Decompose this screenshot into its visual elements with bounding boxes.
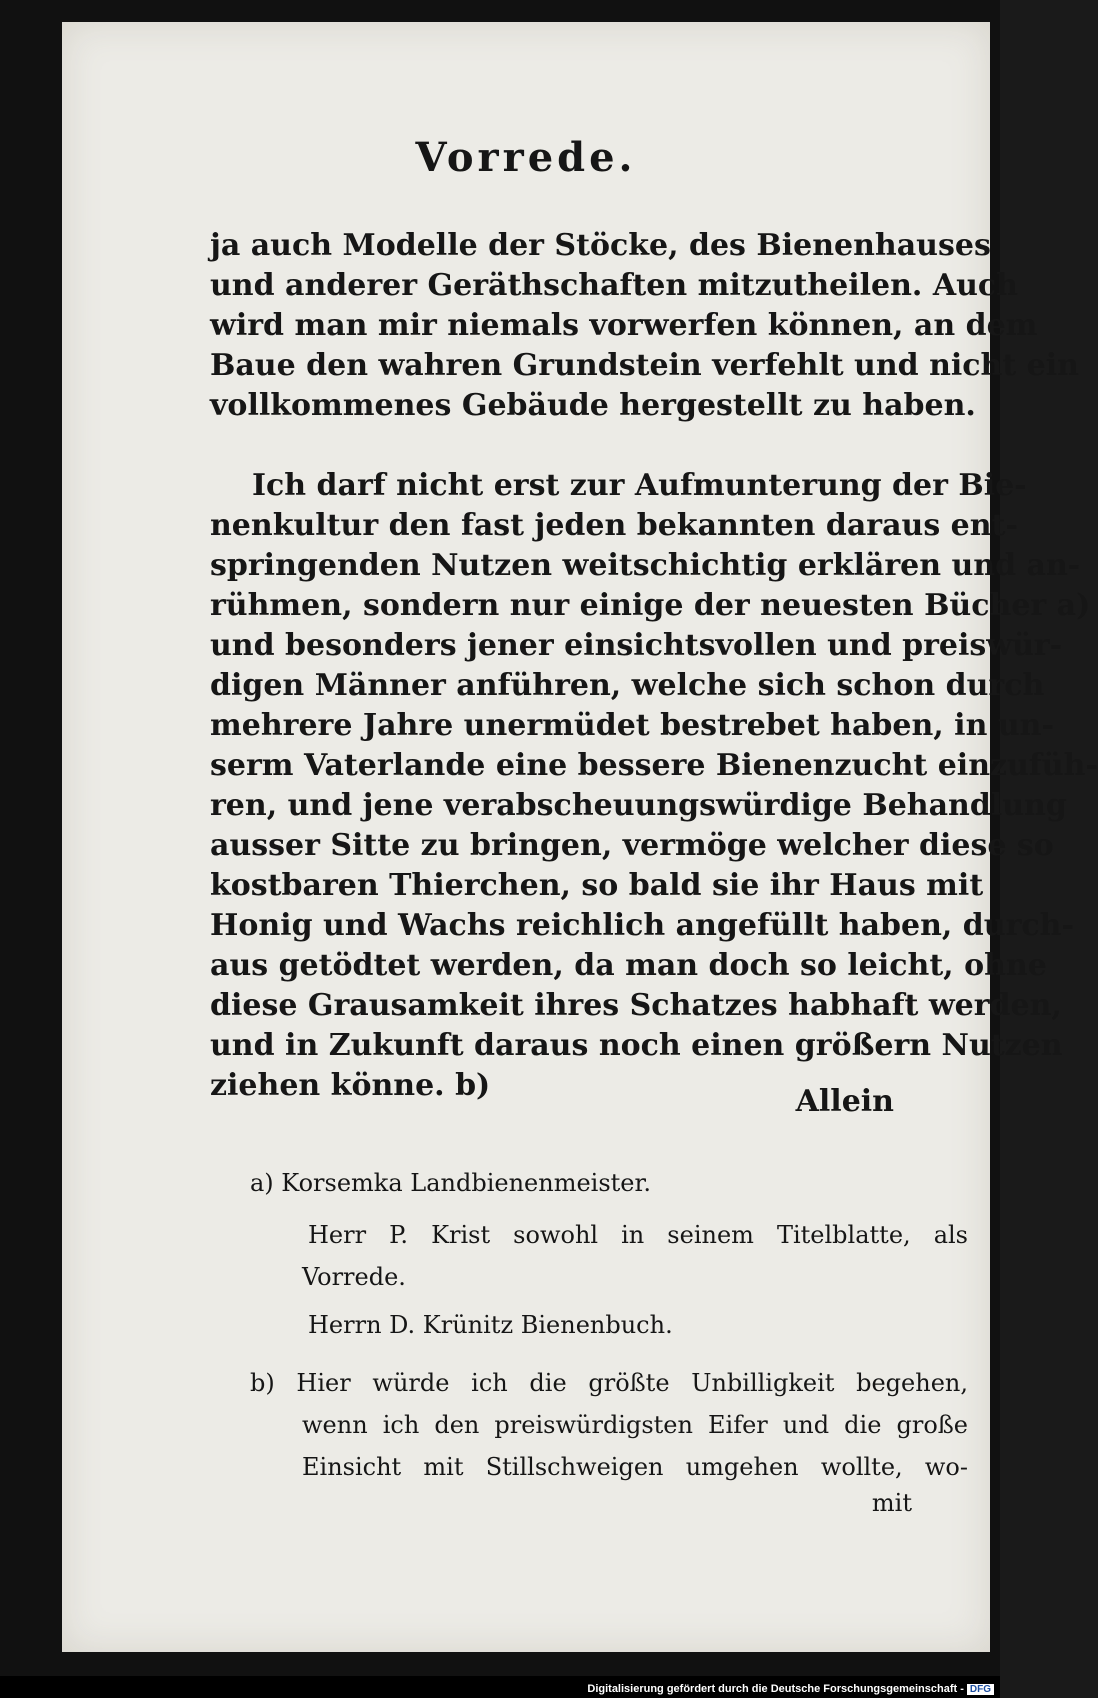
footnote-b-line: Einsicht mit Stillschweigen umgehen wollte, wo- (302, 1453, 968, 1481)
body-line: Ich darf nicht erst zur Aufmunterung der Bie- (252, 468, 1027, 503)
body-line: ziehen könne. b) (210, 1068, 491, 1103)
body-line: Honig und Wachs reichlich angefüllt haben, durch- (210, 908, 1074, 943)
digitization-footer (0, 1676, 1000, 1698)
footnote-a-line: Herr P. Krist sowohl in seinem Titelblatte, als (308, 1221, 968, 1249)
footnote-a-line: Herrn D. Krünitz Bienenbuch. (308, 1311, 673, 1339)
body-line: und anderer Geräthschaften mitzutheilen. Auch (210, 268, 1018, 303)
body-line: nenkultur den fast jeden bekannten daraus ent- (210, 508, 1018, 543)
body-line: ren, und jene verabscheuungswürdige Behandlung (210, 788, 1067, 823)
body-line: ja auch Modelle der Stöcke, des Bienenhauses (210, 228, 991, 263)
footnote-a-line: Vorrede. (302, 1263, 406, 1291)
body-line: vollkommenes Gebäude hergestellt zu haben. (210, 388, 976, 423)
footnote-b-line: wenn ich den preiswürdigsten Eifer und die große (302, 1411, 968, 1439)
footnote-b-line: mit (871, 1489, 912, 1517)
catchword: Allein (795, 1084, 894, 1119)
body-line: aus getödtet werden, da man doch so leicht, ohne (210, 948, 1047, 983)
body-line: Baue den wahren Grundstein verfehlt und nicht ein (210, 348, 1079, 383)
body-line: serm Vaterlande eine bessere Bienenzucht einzufüh- (210, 748, 1098, 783)
dfg-logo: DFG (967, 1684, 994, 1695)
book-page (62, 22, 1098, 1652)
body-line: mehrere Jahre unermüdet bestrebet haben, in un- (210, 708, 1054, 743)
body-line: ausser Sitte zu bringen, vermöge welcher diese so (210, 828, 1054, 863)
running-header: Vorrede. (415, 134, 637, 181)
funding-credit (587, 1683, 994, 1695)
body-line: rühmen, sondern nur einige der neuesten Bücher a) (210, 588, 1091, 623)
body-line: und besonders jener einsichtsvollen und preiswür- (210, 628, 1063, 663)
footnote-a-line: a) Korsemka Landbienenmeister. (250, 1169, 651, 1197)
funding-credit-text: Digitalisierung gefördert durch die Deutsche Forschungsgemeinschaft - (587, 1683, 964, 1695)
body-line: diese Grausamkeit ihres Schatzes habhaft werden, (210, 988, 1062, 1023)
body-line: digen Männer anführen, welche sich schon durch (210, 668, 1045, 703)
body-line: kostbaren Thierchen, so bald sie ihr Haus mit (210, 868, 984, 903)
body-line: springenden Nutzen weitschichtig erklären und an- (210, 548, 1081, 583)
footnote-b-line: b) Hier würde ich die größte Unbilligkeit begehen, (250, 1369, 968, 1397)
body-line: wird man mir niemals vorwerfen können, an dem (210, 308, 1038, 343)
body-line: und in Zukunft daraus noch einen größern Nutzen (210, 1028, 1063, 1063)
